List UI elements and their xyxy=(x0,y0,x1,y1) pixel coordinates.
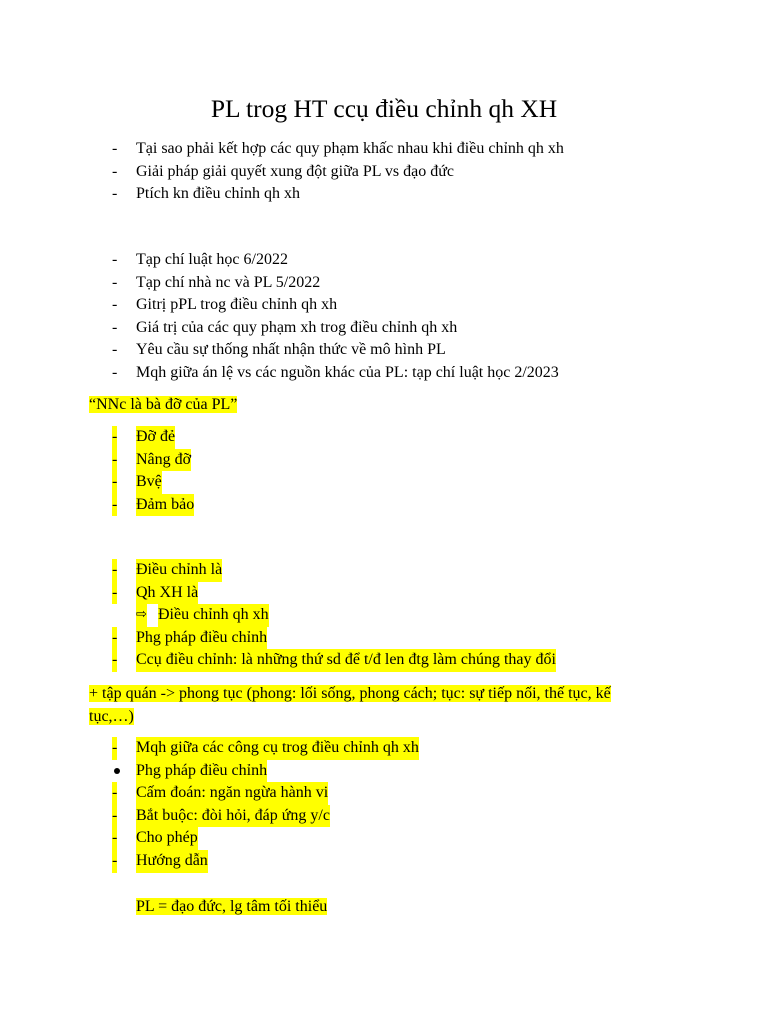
question-list xyxy=(0,138,768,206)
dash-marker: - xyxy=(112,471,117,494)
list-item: - Đỡ đẻ xyxy=(0,426,768,449)
list-item: - Nâng đỡ xyxy=(0,449,768,472)
list-item: - Cấm đoán: ngăn ngừa hành vi xyxy=(0,782,768,805)
dash-marker: - xyxy=(112,341,118,359)
dash-marker: - xyxy=(112,494,117,517)
list-item: - Giá trị của các quy phạm xh trog điều chỉnh qh xh xyxy=(0,317,768,340)
dash-marker: - xyxy=(112,449,117,472)
list-item: - Điều chỉnh là xyxy=(0,559,768,582)
dash-marker: - xyxy=(112,559,117,582)
dash-marker: - xyxy=(112,737,117,760)
dash-marker: - xyxy=(112,273,118,291)
dash-marker: - xyxy=(112,805,117,828)
closing-note: PL = đạo đức, lg tâm tối thiểu xyxy=(136,898,328,915)
dash-marker: - xyxy=(112,426,117,449)
list-subitem: ⇨ Điều chỉnh qh xh xyxy=(0,604,768,627)
list-item: - Phg pháp điều chỉnh xyxy=(0,627,768,650)
dash-marker: - xyxy=(112,782,117,805)
list-item: - Đảm bảo xyxy=(0,494,768,517)
list-item: - Qh XH là xyxy=(0,582,768,605)
dash-marker: - xyxy=(112,649,117,672)
dash-marker: - xyxy=(112,296,118,314)
list-item: - Bvệ xyxy=(0,471,768,494)
list-item: - Mqh giữa án lệ vs các nguồn khác của PL: tạp chí luật học 2/2023 xyxy=(0,362,768,385)
quote-line: “NNc là bà đỡ của PL” xyxy=(89,396,238,413)
arrow-right-icon: ⇨ xyxy=(136,604,147,627)
list-item: - Ccụ điều chỉnh: là những thứ sd để t/đ len đtg làm chúng thay đổi xyxy=(0,649,768,672)
dash-marker: - xyxy=(112,251,118,268)
list-item: - Cho phép xyxy=(0,827,768,850)
dash-marker: - xyxy=(112,318,118,336)
list-item: Phg pháp điều chỉnh xyxy=(0,760,768,783)
dash-marker: - xyxy=(112,582,117,605)
reference-list xyxy=(0,249,768,385)
dash-marker: - xyxy=(112,185,118,203)
dash-marker: - xyxy=(112,627,117,650)
dash-marker: - xyxy=(112,162,118,180)
midwife-list xyxy=(0,426,768,516)
list-item: - Bắt buộc: đòi hỏi, đáp ứng y/c xyxy=(0,805,768,828)
list-item: - Tại sao phải kết hợp các quy phạm khấc nhau khi điều chỉnh qh xh xyxy=(0,138,768,161)
dash-marker: - xyxy=(112,363,118,381)
tools-list xyxy=(0,737,768,873)
list-item: - Yêu cầu sự thống nhất nhận thức về mô hình PL xyxy=(0,339,768,362)
dash-marker: - xyxy=(112,140,118,157)
list-item: - Ptích kn điều chỉnh qh xh xyxy=(0,183,768,206)
custom-paragraph-line-2: tục,…) xyxy=(89,708,134,725)
list-item: - Hướng dẫn xyxy=(0,850,768,873)
regulation-list xyxy=(0,559,768,672)
list-item: - Tạp chí luật học 6/2022 xyxy=(0,249,768,272)
list-item: - Mqh giữa các công cụ trog điều chỉnh qh xh xyxy=(0,737,768,760)
list-item: - Gitrị pPL trog điều chỉnh qh xh xyxy=(0,294,768,317)
dash-marker: - xyxy=(112,850,117,873)
bullet-dot-icon xyxy=(112,760,120,783)
list-item: - Giải pháp giải quyết xung đột giữa PL vs đạo đức xyxy=(0,161,768,184)
page-title: PL trog HT ccụ điều chỉnh qh XH xyxy=(210,94,558,123)
custom-paragraph-line-1: + tập quán -> phong tục (phong: lối sống, phong cách; tục: sự tiếp nối, thế tục, kế xyxy=(89,685,611,702)
list-item: - Tạp chí nhà nc và PL 5/2022 xyxy=(0,272,768,295)
dash-marker: - xyxy=(112,827,117,850)
